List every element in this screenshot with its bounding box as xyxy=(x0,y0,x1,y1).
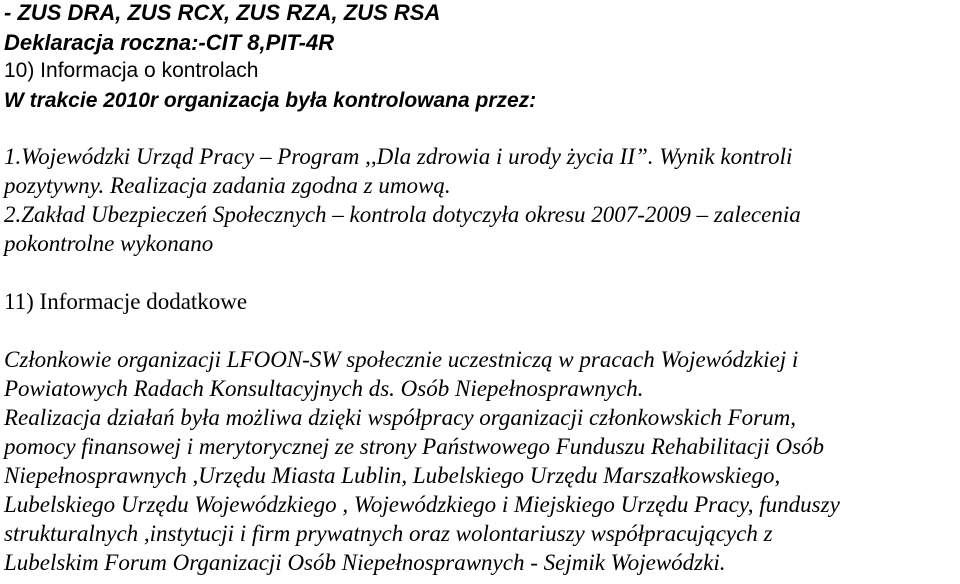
cooperation-paragraph-line-2: pomocy finansowej i merytorycznej ze strony Państwowego Funduszu Rehabilitacji Osób xyxy=(4,434,825,459)
cooperation-paragraph-line-5: strukturalnych ,instytucji i firm prywatnych oraz wolontariuszy współpracujących z xyxy=(4,521,773,546)
section-10-heading: 10) Informacja o kontrolach xyxy=(4,59,259,82)
inspection-item-1-line-1: 1.Wojewódzki Urząd Pracy – Program ,,Dla zdrowia i urody życia II”. Wynik kontroli xyxy=(4,144,793,169)
zus-forms-line: - ZUS DRA, ZUS RCX, ZUS RZA, ZUS RSA xyxy=(4,0,441,25)
inspection-item-2-line-2: pokontrolne wykonano xyxy=(4,231,214,256)
inspection-intro-line: W trakcie 2010r organizacja była kontrolowana przez: xyxy=(4,89,537,112)
inspection-item-2-line-1: 2.Zakład Ubezpieczeń Społecznych – kontrola dotyczyła okresu 2007-2009 – zalecenia xyxy=(4,202,801,227)
cooperation-paragraph-line-3: Niepełnosprawnych ,Urzędu Miasta Lublin, Lubelskiego Urzędu Marszałkowskiego, xyxy=(4,463,781,488)
section-11-heading: 11) Informacje dodatkowe xyxy=(4,289,248,314)
inspection-item-1-line-2: pozytywny. Realizacja zadania zgodna z umową. xyxy=(4,173,451,198)
cooperation-paragraph-line-1: Realizacja działań była możliwa dzięki współpracy organizacji członkowskich Forum, xyxy=(4,405,796,430)
members-paragraph-line-2: Powiatowych Radach Konsultacyjnych ds. Osób Niepełnosprawnych. xyxy=(4,376,644,401)
cooperation-paragraph-line-4: Lubelskiego Urzędu Wojewódzkiego , Wojewódzkiego i Miejskiego Urzędu Pracy, funduszy xyxy=(4,492,840,517)
annual-declaration-line: Deklaracja roczna:-CIT 8,PIT-4R xyxy=(4,30,335,55)
members-paragraph-line-1: Członkowie organizacji LFOON-SW społecznie uczestniczą w pracach Wojewódzkiej i xyxy=(4,347,799,372)
cooperation-paragraph-line-6: Lubelskim Forum Organizacji Osób Niepełnosprawnych - Sejmik Wojewódzki. xyxy=(4,550,726,575)
